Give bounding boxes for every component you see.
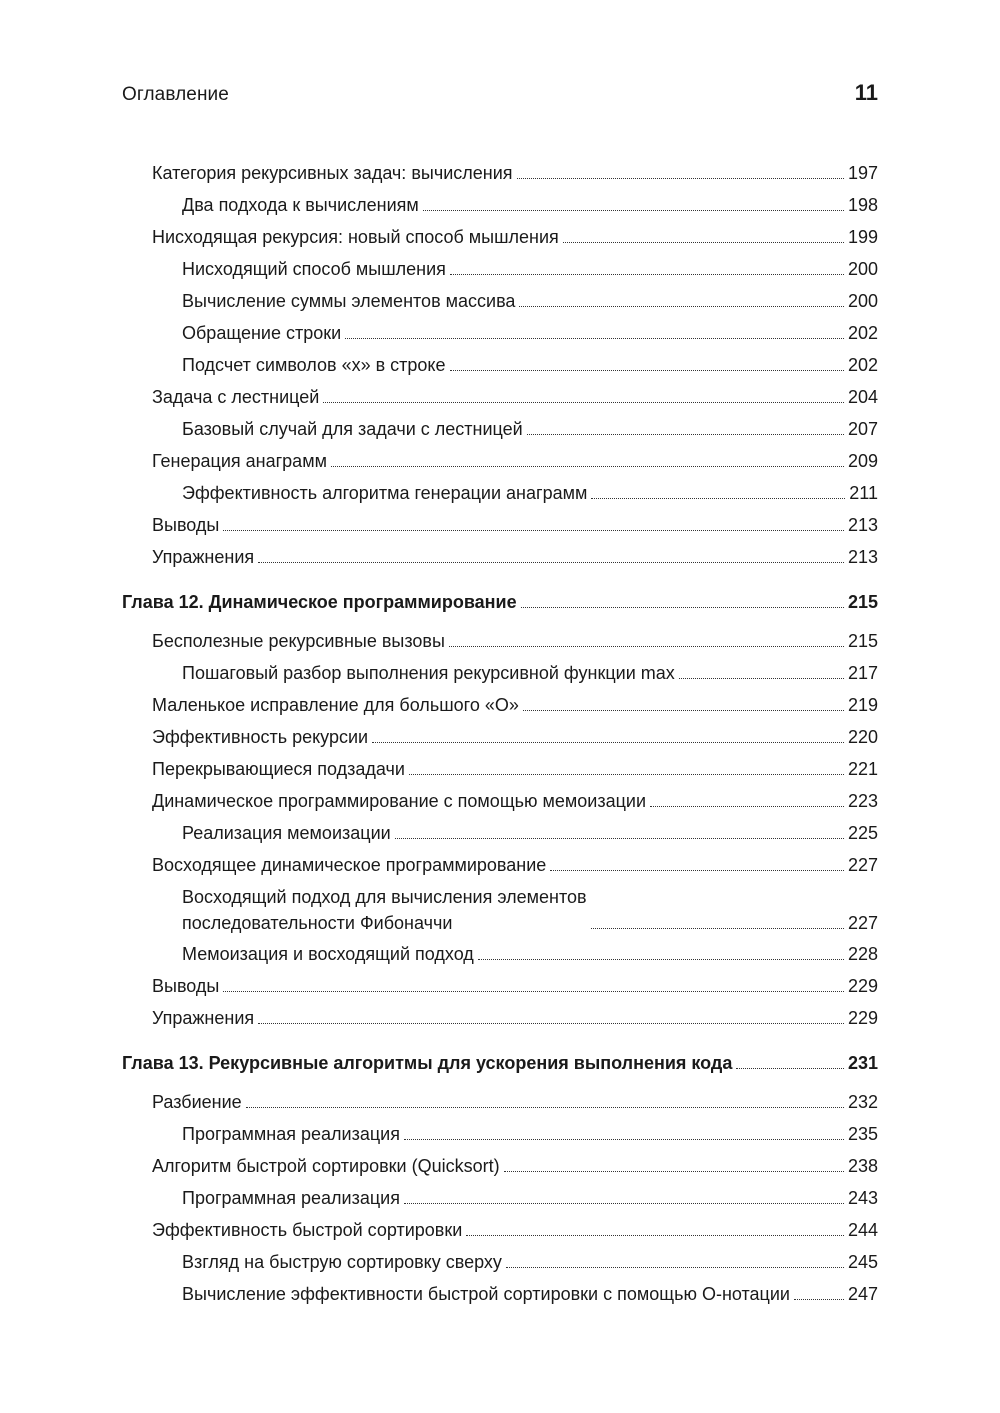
toc-entry-title: Вычисление суммы элементов массива xyxy=(182,291,516,311)
dot-leader xyxy=(331,466,844,467)
toc-entry-page: 204 xyxy=(847,387,878,407)
toc-entry-title: Разбиение xyxy=(152,1092,242,1112)
toc-entry-page: 213 xyxy=(847,515,878,535)
toc-entry-page: 228 xyxy=(847,944,878,964)
toc-entry-title: Программная реализация xyxy=(182,1188,400,1208)
page-header xyxy=(122,76,878,110)
toc-entry-title: Выводы xyxy=(152,976,220,996)
toc-entry-page: 202 xyxy=(847,355,878,375)
dot-leader xyxy=(478,959,844,960)
dot-leader xyxy=(345,338,844,339)
toc-entry-page: 217 xyxy=(847,663,878,683)
toc-entry-page: 215 xyxy=(847,631,878,651)
dot-leader xyxy=(450,370,844,371)
toc-entry-page: 243 xyxy=(847,1188,878,1208)
toc-entry-page: 221 xyxy=(847,759,878,779)
toc-entry-title: Обращение строки xyxy=(182,323,342,343)
toc-entry xyxy=(182,820,878,846)
toc-entry-title: Подсчет символов «x» в строке xyxy=(182,355,446,375)
dot-leader xyxy=(449,646,844,647)
toc-entry-title: Пошаговый разбор выполнения рекурсивной функции max xyxy=(182,663,675,683)
toc-entry xyxy=(152,384,878,410)
toc-entry-title: Упражнения xyxy=(152,547,255,567)
toc-entry xyxy=(182,256,878,282)
toc-entry xyxy=(182,320,878,346)
toc-entry-title: Динамическое программирование с помощью мемоизации xyxy=(152,791,647,811)
toc-chapter-entry xyxy=(122,1050,878,1076)
toc-entry-page: 229 xyxy=(847,976,878,996)
running-header-title: Оглавление xyxy=(122,84,229,105)
toc-entry-page: 197 xyxy=(847,163,878,183)
toc-entry-title: Глава 12. Динамическое программирование xyxy=(122,592,517,612)
toc-entry xyxy=(182,480,878,506)
toc-entry-page: 238 xyxy=(847,1156,878,1176)
toc-entry-page: 235 xyxy=(847,1124,878,1144)
toc-entry-title: Генерация анаграмм xyxy=(152,451,327,471)
dot-leader xyxy=(466,1235,844,1236)
toc-entry-page: 209 xyxy=(847,451,878,471)
toc-entry-title: Два подхода к вычислениям xyxy=(182,195,419,215)
dot-leader xyxy=(258,1023,844,1024)
toc-entry xyxy=(152,1005,878,1031)
toc-entry-page: 200 xyxy=(847,291,878,311)
toc-entry-page: 225 xyxy=(847,823,878,843)
dot-leader xyxy=(323,402,844,403)
dot-leader xyxy=(372,742,844,743)
toc-entry xyxy=(152,448,878,474)
dot-leader xyxy=(423,210,844,211)
page-number: 11 xyxy=(854,80,878,105)
toc-entry-page: 211 xyxy=(849,483,878,503)
toc-entry-page: 198 xyxy=(847,195,878,215)
dot-leader xyxy=(409,774,844,775)
toc-entry xyxy=(182,1185,878,1211)
dot-leader xyxy=(591,928,844,929)
dot-leader xyxy=(504,1171,844,1172)
toc-entry xyxy=(182,288,878,314)
toc-entry-page: 244 xyxy=(847,1220,878,1240)
toc-entry-page: 219 xyxy=(847,695,878,715)
toc-entry-page: 227 xyxy=(847,913,878,933)
toc-entry xyxy=(182,941,878,967)
dot-leader xyxy=(527,434,844,435)
toc-entry xyxy=(152,788,878,814)
dot-leader xyxy=(246,1107,844,1108)
dot-leader xyxy=(794,1299,844,1300)
dot-leader xyxy=(223,530,844,531)
toc-entry-title: Эффективность рекурсии xyxy=(152,727,369,747)
toc-entry-title: Восходящее динамическое программирование xyxy=(152,855,547,875)
dot-leader xyxy=(523,710,844,711)
dot-leader xyxy=(650,806,844,807)
toc-entry xyxy=(182,884,878,936)
toc-entry xyxy=(152,724,878,750)
toc-entry xyxy=(152,224,878,250)
toc-entry xyxy=(152,852,878,878)
toc-entry xyxy=(182,660,878,686)
dot-leader xyxy=(258,562,844,563)
toc-entry xyxy=(182,416,878,442)
toc-entry-page: 202 xyxy=(847,323,878,343)
toc-entry xyxy=(152,756,878,782)
toc-entry-title: Глава 13. Рекурсивные алгоритмы для ускорения выполнения кода xyxy=(122,1053,733,1073)
toc-entry-title: Алгоритм быстрой сортировки (Quicksort) xyxy=(152,1156,500,1176)
dot-leader xyxy=(223,991,844,992)
toc-entry-page: 200 xyxy=(847,259,878,279)
toc-entry-title: Базовый случай для задачи с лестницей xyxy=(182,419,523,439)
dot-leader xyxy=(404,1139,844,1140)
toc-entry xyxy=(182,1121,878,1147)
toc-entry-page: 245 xyxy=(847,1252,878,1272)
toc-entry-title: Маленькое исправление для большого «O» xyxy=(152,695,519,715)
toc-entry-page: 213 xyxy=(847,547,878,567)
toc-entry-title: Нисходящий способ мышления xyxy=(182,259,446,279)
toc-entry-page: 220 xyxy=(847,727,878,747)
toc-entry xyxy=(152,1153,878,1179)
toc-entry-page: 223 xyxy=(847,791,878,811)
toc-entry-title: Нисходящая рекурсия: новый способ мышления xyxy=(152,227,559,247)
toc-entry-page: 215 xyxy=(847,592,878,612)
toc-entry-title: Вычисление эффективности быстрой сортировки с помощью O-нотации xyxy=(182,1284,790,1304)
toc-entry-title: Перекрывающиеся подзадачи xyxy=(152,759,405,779)
dot-leader xyxy=(521,607,844,608)
dot-leader xyxy=(506,1267,844,1268)
toc-entry xyxy=(152,1217,878,1243)
toc-entry-title: Категория рекурсивных задач: вычисления xyxy=(152,163,513,183)
toc-entry xyxy=(152,512,878,538)
toc-entry-title: Упражнения xyxy=(152,1008,255,1028)
dot-leader xyxy=(550,870,844,871)
toc-entry-title: Бесполезные рекурсивные вызовы xyxy=(152,631,445,651)
toc-entry-page: 229 xyxy=(847,1008,878,1028)
toc-entry-title: Эффективность алгоритма генерации анаграмм xyxy=(182,483,588,503)
dot-leader xyxy=(395,838,844,839)
toc-entry-title: Восходящий подход для вычисления элементов последовательности Фибоначчи xyxy=(182,887,587,933)
toc-entry xyxy=(152,544,878,570)
toc-entry xyxy=(182,1281,878,1307)
toc-entry-title: Программная реализация xyxy=(182,1124,400,1144)
toc-entry-title: Эффективность быстрой сортировки xyxy=(152,1220,463,1240)
toc-entry xyxy=(182,1249,878,1275)
dot-leader xyxy=(736,1068,844,1069)
toc-entry-page: 232 xyxy=(847,1092,878,1112)
toc-entry-page: 207 xyxy=(847,419,878,439)
toc-entry-title: Выводы xyxy=(152,515,220,535)
toc-entry xyxy=(152,1089,878,1115)
toc-entry-page: 247 xyxy=(847,1284,878,1304)
toc-entry xyxy=(152,973,878,999)
toc-entry-page: 199 xyxy=(847,227,878,247)
dot-leader xyxy=(404,1203,844,1204)
dot-leader xyxy=(519,306,844,307)
dot-leader xyxy=(679,678,844,679)
dot-leader xyxy=(450,274,844,275)
toc-entry-page: 227 xyxy=(847,855,878,875)
toc-entry-page: 231 xyxy=(847,1053,878,1073)
toc-entry xyxy=(182,192,878,218)
toc-entry xyxy=(182,352,878,378)
dot-leader xyxy=(591,498,845,499)
toc-entry xyxy=(152,160,878,186)
toc-entry xyxy=(152,692,878,718)
dot-leader xyxy=(563,242,844,243)
dot-leader xyxy=(517,178,844,179)
toc-entry-title: Реализация мемоизации xyxy=(182,823,391,843)
toc-entry xyxy=(152,628,878,654)
toc-entry-title: Мемоизация и восходящий подход xyxy=(182,944,474,964)
toc-chapter-entry xyxy=(122,589,878,615)
toc-entry-title: Задача с лестницей xyxy=(152,387,320,407)
toc-entry-title: Взгляд на быструю сортировку сверху xyxy=(182,1252,502,1272)
